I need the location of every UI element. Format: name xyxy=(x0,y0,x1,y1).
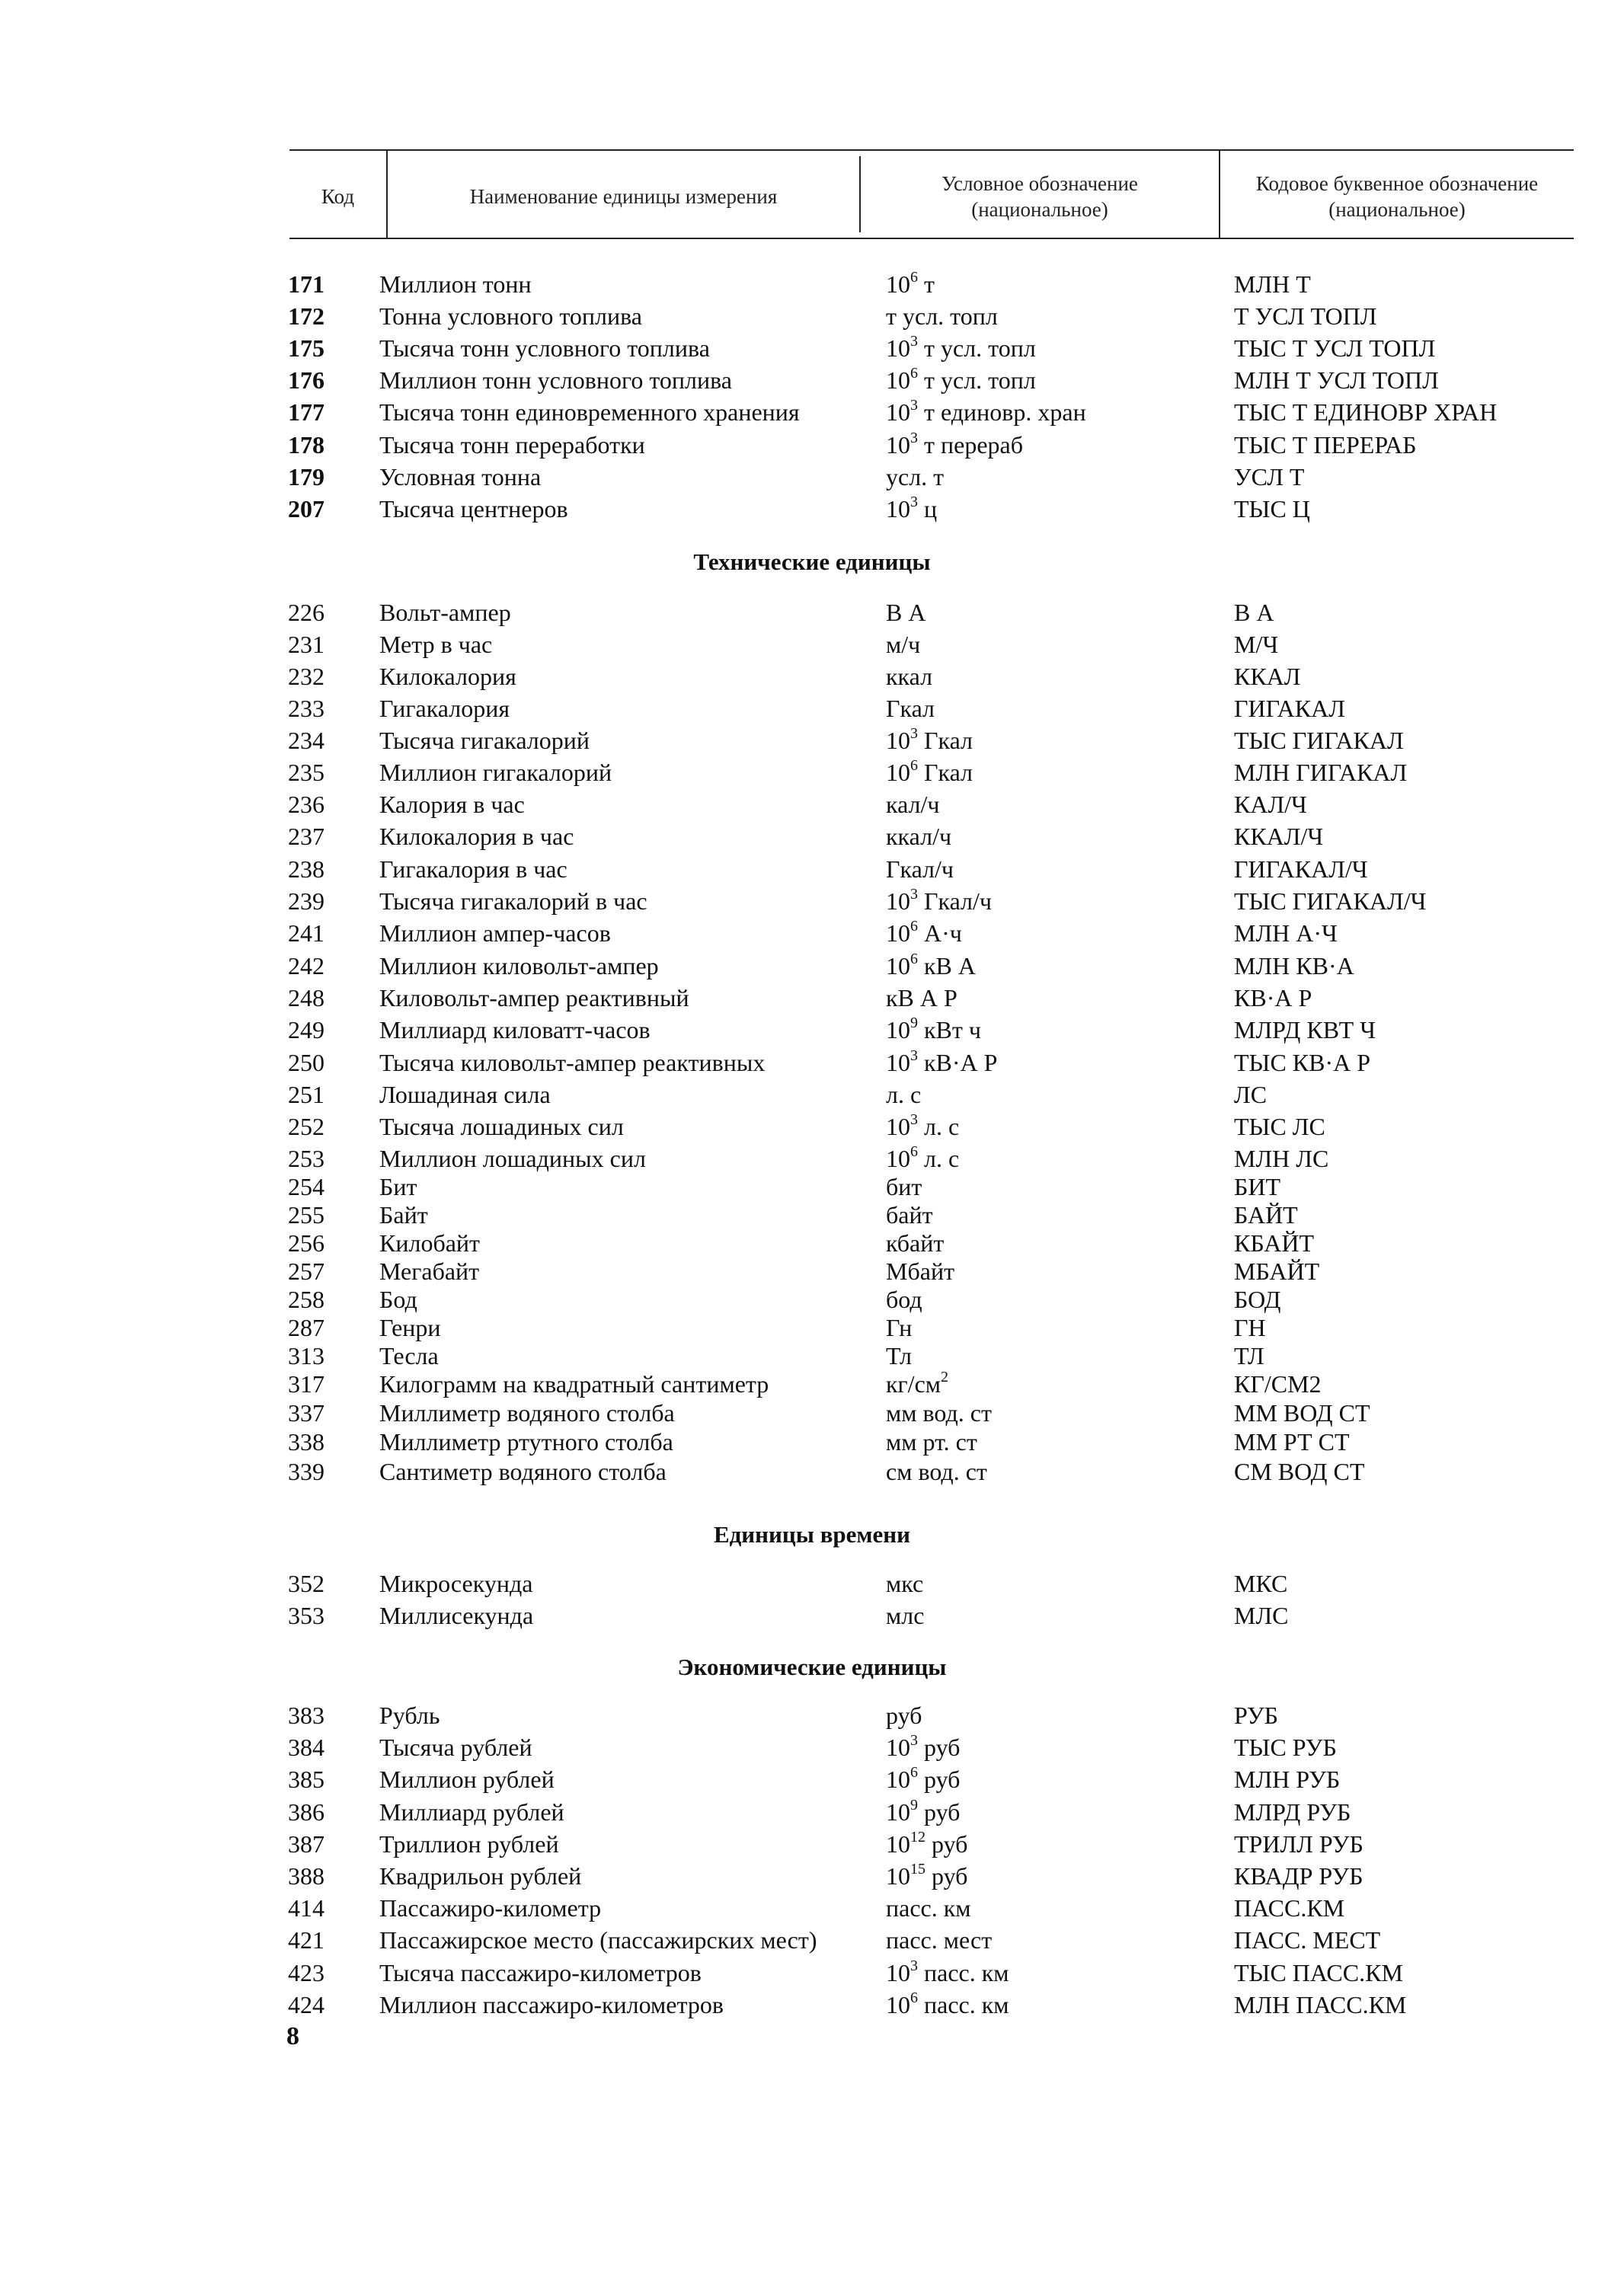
row-name: Миллион гигакалорий xyxy=(379,759,612,786)
row-symbol: руб xyxy=(886,1702,922,1729)
row-code: 235 xyxy=(288,759,324,786)
row-symbol: Гн xyxy=(886,1314,913,1341)
row-name: Миллиард киловатт-часов xyxy=(379,1016,651,1043)
row-symbol: Гкал/ч xyxy=(886,855,954,883)
table-row xyxy=(0,853,1624,885)
table-row xyxy=(0,885,1624,917)
table-row xyxy=(0,756,1624,788)
row-code: 414 xyxy=(288,1894,324,1922)
row-name: Бит xyxy=(379,1173,417,1200)
table-row xyxy=(0,660,1624,692)
table-row xyxy=(0,950,1624,982)
table-row xyxy=(0,1340,1624,1372)
row-symbol: бит xyxy=(886,1173,922,1200)
row-symbol: м/ч xyxy=(886,631,921,658)
table-row xyxy=(0,1397,1624,1429)
row-code: 287 xyxy=(288,1314,324,1341)
table-row xyxy=(0,1989,1624,2021)
header-bottom-rule xyxy=(289,238,1574,239)
row-code: 337 xyxy=(288,1399,324,1427)
row-name: Сантиметр водяного столба xyxy=(379,1458,667,1485)
row-code: 226 xyxy=(288,599,324,626)
row-name: Гигакалория xyxy=(379,695,510,722)
row-name: Генри xyxy=(379,1314,441,1341)
row-code: 252 xyxy=(288,1113,324,1140)
row-coded: СМ ВОД СТ xyxy=(1234,1458,1365,1485)
header-symbol: Условное обозначение (национальное) xyxy=(941,172,1138,221)
row-code: 383 xyxy=(288,1702,324,1729)
row-coded: ККАЛ xyxy=(1234,663,1301,690)
row-coded: РУБ xyxy=(1234,1702,1279,1729)
row-name: Бод xyxy=(379,1286,417,1313)
row-coded: МБАЙТ xyxy=(1234,1258,1320,1285)
table-row xyxy=(0,1892,1624,1924)
row-coded: МЛН ГИГАКАЛ xyxy=(1234,759,1408,786)
row-name: Тысяча рублей xyxy=(379,1734,532,1761)
row-code: 385 xyxy=(288,1766,324,1793)
row-code: 178 xyxy=(288,431,324,459)
row-symbol: $10^9$ руб xyxy=(886,1797,961,1826)
row-coded: УСЛ Т xyxy=(1234,463,1305,491)
row-name: Тысяча центнеров xyxy=(379,495,568,523)
row-name: Миллион тонн условного топлива xyxy=(379,366,732,394)
row-coded: ММ РТ СТ xyxy=(1234,1428,1350,1456)
row-coded: МЛС xyxy=(1234,1602,1289,1629)
row-symbol: л. с xyxy=(886,1081,922,1108)
row-name: Миллион пассажиро-километров xyxy=(379,1991,724,2018)
row-name: Килобайт xyxy=(379,1229,481,1257)
row-coded: ТЫС Т ЕДИНОВР ХРАН xyxy=(1234,398,1498,426)
row-coded: МЛРД КВТ Ч xyxy=(1234,1016,1376,1043)
row-code: 256 xyxy=(288,1229,324,1257)
row-code: 176 xyxy=(288,366,324,394)
row-symbol: пасс. км xyxy=(886,1894,971,1922)
row-symbol: Мбайт xyxy=(886,1258,955,1285)
row-code: 254 xyxy=(288,1173,324,1200)
row-code: 253 xyxy=(288,1145,324,1172)
row-symbol: $10^6$ т xyxy=(886,269,935,298)
row-name: Гигакалория в час xyxy=(379,855,567,883)
table-row xyxy=(0,1142,1624,1174)
row-coded: ТЫС ГИГАКАЛ/Ч xyxy=(1234,887,1427,915)
row-code: 237 xyxy=(288,823,324,850)
table-row xyxy=(0,1283,1624,1315)
table-row xyxy=(0,1171,1624,1203)
table-row xyxy=(0,332,1624,364)
row-name: Микросекунда xyxy=(379,1570,533,1597)
row-coded: МЛН Т xyxy=(1234,270,1311,298)
row-coded: ПАСС.КМ xyxy=(1234,1894,1345,1922)
row-symbol: $10^3$ ц xyxy=(886,494,938,523)
row-code: 248 xyxy=(288,984,324,1011)
row-coded: ММ ВОД СТ xyxy=(1234,1399,1370,1427)
table-row xyxy=(0,1828,1624,1860)
table-row xyxy=(0,820,1624,852)
row-name: Рубль xyxy=(379,1702,440,1729)
row-symbol: $10^3$ пасс. км xyxy=(886,1957,1009,1986)
row-coded: ТЛ xyxy=(1234,1342,1264,1369)
row-name: Миллион лошадиных сил xyxy=(379,1145,646,1172)
table-row xyxy=(0,1924,1624,1956)
row-coded: ККАЛ/Ч xyxy=(1234,823,1324,850)
row-coded: КВ·А Р xyxy=(1234,984,1312,1011)
row-symbol: $кг/см^2$ xyxy=(886,1369,949,1398)
row-symbol: $10^3$ л. с xyxy=(886,1111,960,1140)
row-code: 258 xyxy=(288,1286,324,1313)
row-symbol: В А xyxy=(886,599,926,626)
table-row xyxy=(0,1312,1624,1344)
row-code: 386 xyxy=(288,1798,324,1826)
row-symbol: кВ А Р xyxy=(886,984,957,1011)
table-row xyxy=(0,364,1624,396)
table-row xyxy=(0,493,1624,525)
table-row xyxy=(0,692,1624,724)
section-heading-economic: Экономические единицы xyxy=(677,1654,947,1680)
table-row xyxy=(0,1568,1624,1600)
row-name: Пассажирское место (пассажирских мест) xyxy=(379,1926,817,1954)
row-symbol: усл. т xyxy=(886,463,945,491)
row-symbol: $10^3$ Гкал xyxy=(886,725,973,754)
row-code: 421 xyxy=(288,1926,324,1954)
row-symbol: $10^3$ т усл. топл xyxy=(886,333,1036,362)
row-symbol: $10^6$ кВ А xyxy=(886,951,976,980)
row-coded: КАЛ/Ч xyxy=(1234,791,1307,818)
row-coded: ТЫС Т ПЕРЕРАБ xyxy=(1234,431,1417,459)
row-name: Лошадиная сила xyxy=(379,1081,551,1108)
row-coded: ТЫС РУБ xyxy=(1234,1734,1337,1761)
table-row xyxy=(0,1600,1624,1631)
row-symbol: $10^3$ руб xyxy=(886,1732,961,1761)
row-coded: МЛН КВ·А xyxy=(1234,952,1354,980)
row-coded: ГИГАКАЛ/Ч xyxy=(1234,855,1368,883)
row-symbol: $10^6$ руб xyxy=(886,1764,961,1793)
row-symbol: Гкал xyxy=(886,695,935,722)
table-row xyxy=(0,628,1624,660)
row-name: Миллиард рублей xyxy=(379,1798,564,1826)
row-coded: МЛН РУБ xyxy=(1234,1766,1341,1793)
section-heading-technical: Технические единицы xyxy=(693,548,931,575)
row-name: Тысяча тонн переработки xyxy=(379,431,645,459)
table-row xyxy=(0,1456,1624,1488)
row-code: 238 xyxy=(288,855,324,883)
row-coded: БАЙТ xyxy=(1234,1201,1298,1229)
row-name: Килокалория в час xyxy=(379,823,574,850)
row-code: 424 xyxy=(288,1991,324,2018)
row-name: Килокалория xyxy=(379,663,516,690)
row-symbol: пасс. мест xyxy=(886,1926,993,1954)
header-top-rule xyxy=(289,149,1574,151)
row-code: 177 xyxy=(288,398,324,426)
row-symbol: кбайт xyxy=(886,1229,945,1257)
row-coded: МЛРД РУБ xyxy=(1234,1798,1351,1826)
row-coded: МКС xyxy=(1234,1570,1288,1597)
row-coded: МЛН А·Ч xyxy=(1234,919,1338,947)
row-symbol: млс xyxy=(886,1602,925,1629)
table-row xyxy=(0,1860,1624,1892)
row-coded: ТРИЛЛ РУБ xyxy=(1234,1830,1363,1858)
row-symbol: $10^3$ т перераб xyxy=(886,430,1023,459)
table-row xyxy=(0,396,1624,428)
table-row xyxy=(0,1426,1624,1458)
row-code: 338 xyxy=(288,1428,324,1456)
row-code: 179 xyxy=(288,463,324,491)
row-name: Миллиметр водяного столба xyxy=(379,1399,675,1427)
row-name: Тонна условного топлива xyxy=(379,302,642,330)
header-name: Наименование единицы измерения xyxy=(469,185,778,208)
row-name: Тысяча пассажиро-километров xyxy=(379,1959,702,1986)
row-coded: М/Ч xyxy=(1234,631,1279,658)
row-coded: ТЫС ПАСС.КМ xyxy=(1234,1959,1403,1986)
table-row xyxy=(0,1199,1624,1231)
row-code: 242 xyxy=(288,952,324,980)
row-symbol: ккал/ч xyxy=(886,823,952,850)
table-row xyxy=(0,1014,1624,1046)
row-name: Триллион рублей xyxy=(379,1830,559,1858)
row-code: 233 xyxy=(288,695,324,722)
header-code: Код xyxy=(321,185,355,208)
row-symbol: байт xyxy=(886,1201,933,1229)
table-row xyxy=(0,268,1624,300)
table-row xyxy=(0,1796,1624,1828)
row-coded: ТЫС Ц xyxy=(1234,495,1310,523)
table-row xyxy=(0,982,1624,1014)
table-row xyxy=(0,1227,1624,1259)
row-code: 207 xyxy=(288,495,324,523)
row-coded: ТЫС КВ·А Р xyxy=(1234,1049,1371,1076)
row-symbol: кал/ч xyxy=(886,791,940,818)
row-symbol: $10^6$ пасс. км xyxy=(886,1989,1009,2018)
row-code: 172 xyxy=(288,302,324,330)
row-symbol: ккал xyxy=(886,663,933,690)
row-coded: МЛН Т УСЛ ТОПЛ xyxy=(1234,366,1439,394)
row-code: 388 xyxy=(288,1862,324,1890)
row-code: 249 xyxy=(288,1016,324,1043)
row-name: Тесла xyxy=(379,1342,439,1369)
row-coded: В А xyxy=(1234,599,1274,626)
row-name: Килограмм на квадратный сантиметр xyxy=(379,1370,769,1398)
table-row xyxy=(0,429,1624,461)
row-coded: ГН xyxy=(1234,1314,1266,1341)
row-name: Мегабайт xyxy=(379,1258,480,1285)
row-code: 352 xyxy=(288,1570,324,1597)
table-row xyxy=(0,1763,1624,1795)
row-code: 236 xyxy=(288,791,324,818)
row-symbol: бод xyxy=(886,1286,922,1313)
table-row xyxy=(0,788,1624,820)
row-name: Условная тонна xyxy=(379,463,542,491)
row-code: 387 xyxy=(288,1830,324,1858)
row-coded: КГ/СМ2 xyxy=(1234,1370,1322,1398)
row-name: Миллион ампер-часов xyxy=(379,919,611,947)
page-number: 8 xyxy=(286,2022,299,2050)
row-symbol: $10^3$ т единовр. хран xyxy=(886,397,1086,426)
row-coded: ТЫС ЛС xyxy=(1234,1113,1325,1140)
row-symbol: $10^6$ т усл. топл xyxy=(886,365,1036,394)
row-symbol: т усл. топл xyxy=(886,302,998,330)
table-row xyxy=(0,1079,1624,1111)
row-code: 384 xyxy=(288,1734,324,1761)
row-symbol: $10^6$ Гкал xyxy=(886,757,973,786)
row-coded: МЛН ПАСС.КМ xyxy=(1234,1991,1407,2018)
row-symbol: мм рт. ст xyxy=(886,1428,977,1456)
row-coded: ТЫС Т УСЛ ТОПЛ xyxy=(1234,334,1436,362)
row-name: Миллисекунда xyxy=(379,1602,534,1629)
row-coded: ТЫС ГИГАКАЛ xyxy=(1234,727,1404,754)
table-row xyxy=(0,1047,1624,1079)
row-name: Киловольт-ампер реактивный xyxy=(379,984,689,1011)
table-row xyxy=(0,1957,1624,1989)
row-name: Метр в час xyxy=(379,631,493,658)
row-name: Тысяча тонн условного топлива xyxy=(379,334,710,362)
row-coded: БОД xyxy=(1234,1286,1281,1313)
table-row xyxy=(0,300,1624,332)
row-coded: КВАДР РУБ xyxy=(1234,1862,1363,1890)
row-name: Квадрильон рублей xyxy=(379,1862,582,1890)
row-symbol: Тл xyxy=(886,1342,912,1369)
row-code: 353 xyxy=(288,1602,324,1629)
section-heading-time: Единицы времени xyxy=(713,1521,911,1548)
table-row xyxy=(0,917,1624,949)
row-code: 423 xyxy=(288,1959,324,1986)
row-symbol: мкс xyxy=(886,1570,924,1597)
row-code: 257 xyxy=(288,1258,324,1285)
row-name: Миллиметр ртутного столба xyxy=(379,1428,673,1456)
row-name: Байт xyxy=(379,1201,428,1229)
row-symbol: $10^{12}$ руб xyxy=(886,1829,968,1858)
row-code: 232 xyxy=(288,663,324,690)
row-name: Вольт-ампер xyxy=(379,599,511,626)
row-code: 175 xyxy=(288,334,324,362)
row-code: 339 xyxy=(288,1458,324,1485)
row-code: 231 xyxy=(288,631,324,658)
row-code: 313 xyxy=(288,1342,324,1369)
row-symbol: см вод. ст xyxy=(886,1458,987,1485)
row-coded: КБАЙТ xyxy=(1234,1229,1315,1257)
row-name: Миллион тонн xyxy=(379,270,532,298)
row-name: Пассажиро-километр xyxy=(379,1894,602,1922)
row-coded: БИТ xyxy=(1234,1173,1281,1200)
table-row xyxy=(0,1699,1624,1731)
row-symbol: мм вод. ст xyxy=(886,1399,992,1427)
row-code: 171 xyxy=(288,270,324,298)
row-symbol: $10^6$ А·ч xyxy=(886,918,962,947)
table-row xyxy=(0,461,1624,493)
table-row xyxy=(0,596,1624,628)
row-code: 251 xyxy=(288,1081,324,1108)
row-coded: ЛС xyxy=(1234,1081,1268,1108)
row-name: Миллион рублей xyxy=(379,1766,555,1793)
row-name: Тысяча гигакалорий в час xyxy=(379,887,647,915)
row-coded: Т УСЛ ТОПЛ xyxy=(1234,302,1377,330)
row-coded: ПАСС. МЕСТ xyxy=(1234,1926,1381,1954)
table-row xyxy=(0,1255,1624,1287)
table-row xyxy=(0,1111,1624,1142)
row-name: Миллион киловольт-ампер xyxy=(379,952,659,980)
row-symbol: $10^3$ кВ·А Р xyxy=(886,1047,998,1076)
row-symbol: $10^3$ Гкал/ч xyxy=(886,886,992,915)
row-code: 250 xyxy=(288,1049,324,1076)
row-code: 255 xyxy=(288,1201,324,1229)
row-name: Тысяча тонн единовременного хранения xyxy=(379,398,800,426)
row-symbol: $10^6$ л. с xyxy=(886,1143,960,1172)
row-coded: МЛН ЛС xyxy=(1234,1145,1329,1172)
row-symbol: $10^9$ кВт ч xyxy=(886,1015,981,1043)
row-name: Тысяча гигакалорий xyxy=(379,727,590,754)
row-code: 234 xyxy=(288,727,324,754)
row-coded: ГИГАКАЛ xyxy=(1234,695,1345,722)
table-row xyxy=(0,1368,1624,1400)
row-name: Тысяча киловольт-ампер реактивных xyxy=(379,1049,766,1076)
row-code: 239 xyxy=(288,887,324,915)
table-row xyxy=(0,1731,1624,1763)
table-row xyxy=(0,724,1624,756)
row-name: Тысяча лошадиных сил xyxy=(379,1113,624,1140)
row-name: Калория в час xyxy=(379,791,525,818)
row-symbol: $10^{15}$ руб xyxy=(886,1861,968,1890)
header-coded: Кодовое буквенное обозначение (национальное) xyxy=(1255,172,1539,221)
row-code: 241 xyxy=(288,919,324,947)
row-code: 317 xyxy=(288,1370,324,1398)
